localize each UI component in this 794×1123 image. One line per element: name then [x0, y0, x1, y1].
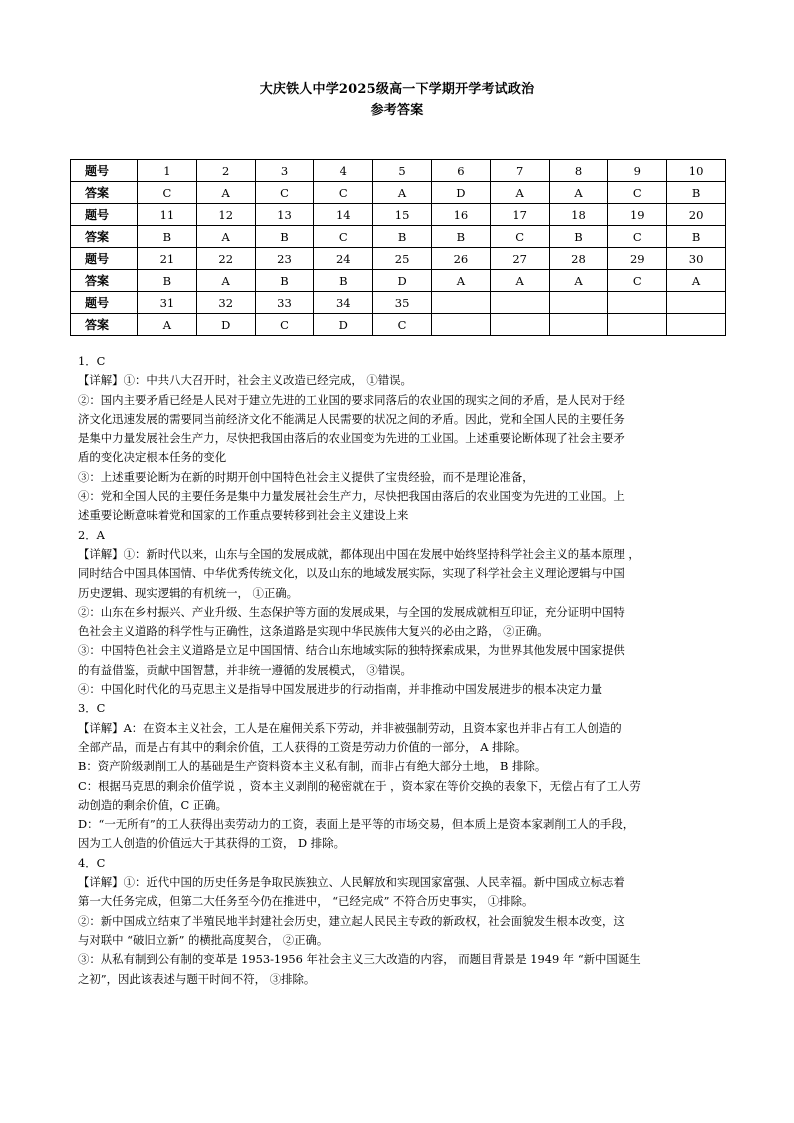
answer-cell [608, 314, 667, 336]
answer-cell: C [314, 182, 373, 204]
text-line: ③：中国特色社会主义道路是立足中国国情、结合山东地域实际的独特探索成果，为世界其他发展中国家提供 [78, 643, 625, 658]
text-line: 因为工人创造的价值远大于其获得的工资， D 排除。 [78, 836, 345, 851]
answer-cell [667, 314, 726, 336]
row-label-question: 题号 [71, 248, 138, 270]
question-number-cell: 19 [608, 204, 667, 226]
text-line: 济文化迅速发展的需要同当前经济文化不能满足人民需要的状况之间的矛盾。因此，党和全国人民的主要任务 [78, 411, 625, 426]
row-label-answer: 答案 [71, 270, 138, 292]
text-line: ④：中国化时代化的马克思主义是指导中国发展进步的行动指南，并非推动中国发展进步的根本决定力量 [78, 682, 602, 697]
question-number-cell: 32 [196, 292, 255, 314]
text-line: 与对联中 “破旧立新” 的横批高度契合， ②正确。 [78, 932, 329, 947]
question-number-cell: 21 [138, 248, 197, 270]
answer-cell: C [608, 226, 667, 248]
text-line: ③：上述重要论断为在新的时期开创中国特色社会主义提供了宝贵经验，而不是理论准备， [78, 469, 534, 484]
question-number-cell: 23 [255, 248, 314, 270]
table-row-question-numbers [71, 248, 726, 270]
answer-cell: D [314, 314, 373, 336]
text-line: 盾的变化决定根本任务的变化 [78, 450, 227, 465]
question-number-cell: 10 [667, 160, 726, 182]
question-number-cell: 24 [314, 248, 373, 270]
question-number-cell: 1 [138, 160, 197, 182]
text-line: 动创造的剩余价值，C 正确。 [78, 797, 228, 812]
question-number-cell: 14 [314, 204, 373, 226]
answer-cell: A [490, 182, 549, 204]
question-number-cell: 20 [667, 204, 726, 226]
answer-cell [549, 314, 608, 336]
question-number-cell: 4 [314, 160, 373, 182]
text-line: 历史逻辑、现实逻辑的有机统一， ①正确。 [78, 585, 299, 600]
question-number-cell: 27 [490, 248, 549, 270]
text-line: 全部产品，而是占有其中的剩余价值，工人获得的工资是劳动力价值的一部分， A 排除。 [78, 739, 527, 754]
answer-cell: B [138, 226, 197, 248]
question-number-cell: 34 [314, 292, 373, 314]
answer-cell: A [196, 226, 255, 248]
answer-cell: A [549, 182, 608, 204]
answer-cell: A [490, 270, 549, 292]
answer-explanations [78, 352, 728, 989]
text-line: C：根据马克思的剩余价值学说 ，资本主义剥削的秘密就在于 ，资本家在等价交换的表象下，无偿占有了工人劳 [78, 778, 641, 793]
answer-cell [490, 314, 549, 336]
text-line: 色社会主义道路的科学性与正确性，这条道路是实现中华民族伟大复兴的必由之路， ②正确。 [78, 624, 549, 639]
table-row-answers [71, 270, 726, 292]
text-line: 【详解】①：新时代以来，山东与全国的发展成就，都体现出中国在发展中始终坚持科学社会主义的基本原理 ， [78, 546, 640, 561]
question-number-cell: 28 [549, 248, 608, 270]
text-line: 【详解】A：在资本主义社会，工人是在雇佣关系下劳动，并非被强制劳动，且资本家也并非占有工人创造的 [78, 720, 622, 735]
table-row-answers [71, 226, 726, 248]
answer-cell: D [431, 182, 490, 204]
answer-cell: B [431, 226, 490, 248]
table-row-question-numbers [71, 160, 726, 182]
table-row-question-numbers [71, 204, 726, 226]
answer-cell: B [255, 226, 314, 248]
text-line: 述重要论断意味着党和国家的工作重点要转移到社会主义建设上来 [78, 508, 409, 523]
row-label-answer: 答案 [71, 314, 138, 336]
text-line: 【详解】①：中共八大召开时，社会主义改造已经完成， ①错误。 [78, 373, 412, 388]
question-number-cell: 7 [490, 160, 549, 182]
answer-cell: B [549, 226, 608, 248]
answer-cell: A [667, 270, 726, 292]
answer-cell: A [431, 270, 490, 292]
text-line: D：“一无所有”的工人获得出卖劳动力的工资，表面上是平等的市场交易，但本质上是资本家剥削工人的手段， [78, 817, 635, 832]
question-number-cell: 22 [196, 248, 255, 270]
answer-cell: A [196, 182, 255, 204]
answer-cell: B [373, 226, 432, 248]
answer-cell: B [138, 270, 197, 292]
answer-cell: A [549, 270, 608, 292]
question-number-cell: 2 [196, 160, 255, 182]
answer-cell: B [667, 226, 726, 248]
text-line: 之初”，因此该表述与题干时间不符， ③排除。 [78, 971, 316, 986]
row-label-question: 题号 [71, 160, 138, 182]
answer-cell: C [608, 270, 667, 292]
text-line: B：资产阶级剥削工人的基础是生产资料资本主义私有制，而非占有绝大部分土地， B 排除。 [78, 759, 547, 774]
text-line: 4．C [78, 855, 106, 870]
question-number-cell: 18 [549, 204, 608, 226]
table-row-question-numbers [71, 292, 726, 314]
question-number-cell [608, 292, 667, 314]
text-line: 2．A [78, 527, 105, 542]
text-line: 3．C [78, 701, 106, 716]
text-line: ②：山东在乡村振兴、产业升级、生态保护等方面的发展成果，与全国的发展成就相互印证，充分证明中国特 [78, 604, 625, 619]
answer-cell: B [314, 270, 373, 292]
text-line: ②：国内主要矛盾已经是人民对于建立先进的工业国的要求同落后的农业国的现实之间的矛盾，是人民对于经 [78, 392, 625, 407]
question-number-cell: 13 [255, 204, 314, 226]
text-line: ②：新中国成立结束了半殖民地半封建社会历史，建立起人民民主专政的新政权，社会面貌发生根本改变，这 [78, 913, 625, 928]
question-number-cell: 33 [255, 292, 314, 314]
answer-cell: A [138, 314, 197, 336]
question-number-cell: 8 [549, 160, 608, 182]
text-line: 1．C [78, 354, 106, 368]
answer-cell: C [373, 314, 432, 336]
answer-cell: A [196, 270, 255, 292]
table-row-answers [71, 314, 726, 336]
question-number-cell: 3 [255, 160, 314, 182]
question-number-cell: 16 [431, 204, 490, 226]
question-number-cell: 31 [138, 292, 197, 314]
answer-cell: C [608, 182, 667, 204]
answer-cell: A [373, 182, 432, 204]
answer-cell: C [314, 226, 373, 248]
text-line: ④：党和全国人民的主要任务是集中力量发展社会生产力，尽快把我国由落后的农业国变为先进的工业国。上 [78, 489, 625, 504]
question-number-cell [431, 292, 490, 314]
question-number-cell: 11 [138, 204, 197, 226]
text-line: 的有益借鉴，贡献中国智慧，并非统一遵循的发展模式， ③错误。 [78, 662, 412, 677]
row-label-answer: 答案 [71, 226, 138, 248]
question-number-cell: 29 [608, 248, 667, 270]
page-title: 大庆铁人中学2025级高一下学期开学考试政治 [259, 82, 535, 97]
text-line: 【详解】①：近代中国的历史任务是争取民族独立、人民解放和实现国家富强、人民幸福。新中国成立标志着 [78, 875, 625, 890]
row-label-question: 题号 [71, 204, 138, 226]
question-number-cell [667, 292, 726, 314]
answer-table [70, 159, 726, 336]
question-number-cell: 26 [431, 248, 490, 270]
question-number-cell: 25 [373, 248, 432, 270]
answer-cell [431, 314, 490, 336]
row-label-question: 题号 [71, 292, 138, 314]
answer-cell: D [373, 270, 432, 292]
answer-cell: B [255, 270, 314, 292]
answer-cell: B [667, 182, 726, 204]
answer-cell: C [490, 226, 549, 248]
question-number-cell: 15 [373, 204, 432, 226]
question-number-cell: 17 [490, 204, 549, 226]
text-line: 是集中力量发展社会生产力，尽快把我国由落后的农业国变为先进的工业国。上述重要论断体现了社会主要矛 [78, 431, 625, 446]
answer-cell: C [255, 182, 314, 204]
table-row-answers [71, 182, 726, 204]
text-line: 同时结合中国具体国情、中华优秀传统文化，以及山东的地域发展实际，实现了科学社会主义理论逻辑与中国 [78, 566, 625, 581]
question-number-cell: 9 [608, 160, 667, 182]
text-line: ③：从私有制到公有制的变革是 1953-1956 年社会主义三大改造的内容， 而题目背景是 1949 年 “新中国诞生 [78, 952, 641, 967]
question-number-cell: 12 [196, 204, 255, 226]
question-number-cell: 35 [373, 292, 432, 314]
question-number-cell: 6 [431, 160, 490, 182]
text-line: 第一大任务完成，但第二大任务至今仍在推进中， “已经完成” 不符合历史事实， ①排除。 [78, 894, 534, 909]
answer-cell: C [255, 314, 314, 336]
answer-cell: C [138, 182, 197, 204]
question-number-cell [549, 292, 608, 314]
question-number-cell [490, 292, 549, 314]
page-subtitle: 参考答案 [370, 103, 424, 118]
question-number-cell: 30 [667, 248, 726, 270]
row-label-answer: 答案 [71, 182, 138, 204]
answer-cell: D [196, 314, 255, 336]
question-number-cell: 5 [373, 160, 432, 182]
